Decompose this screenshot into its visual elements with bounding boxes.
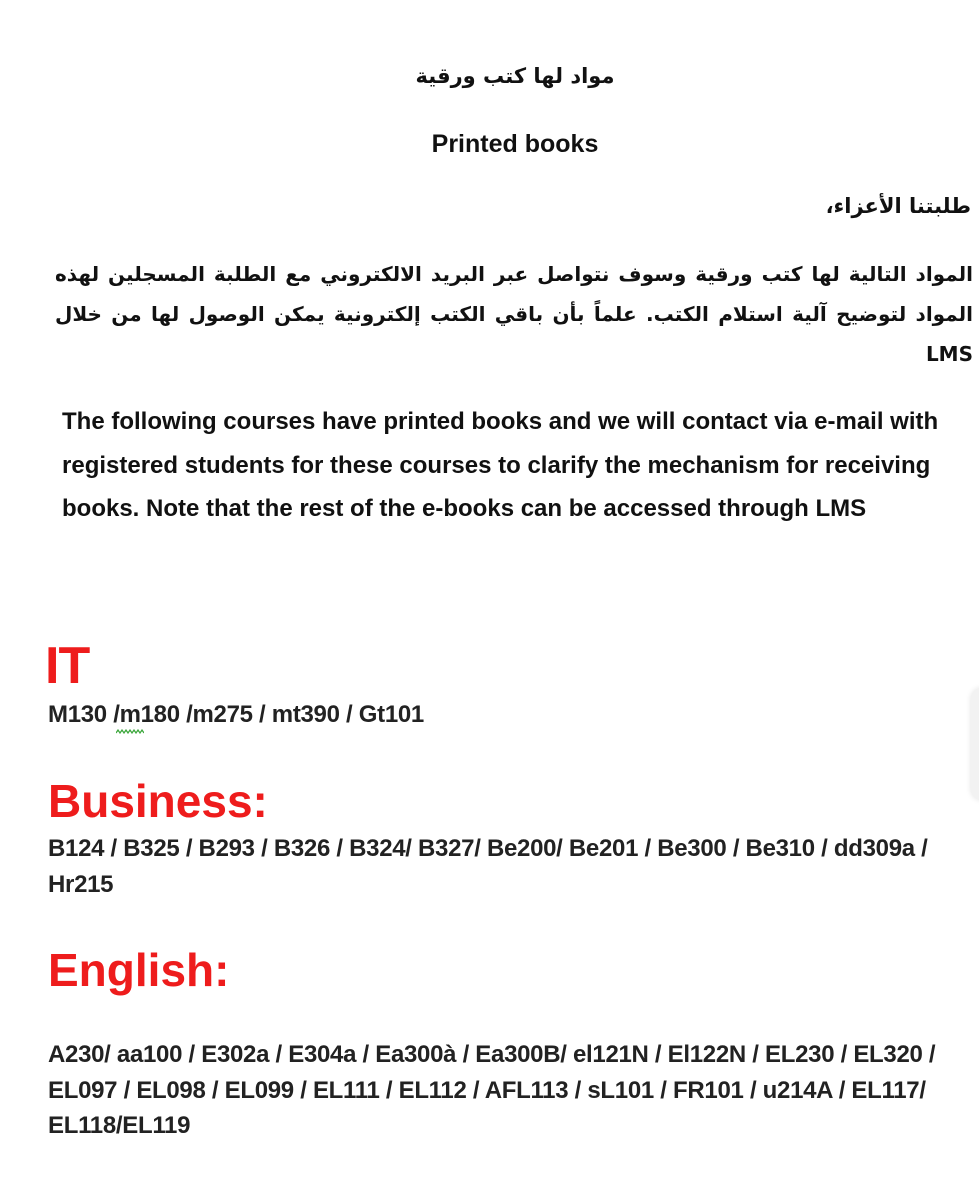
english-department-heading: English: (48, 944, 230, 996)
it-course-list: M130 /m180 /m275 / mt390 / Gt101 (48, 701, 424, 728)
intro-paragraph-english: The following courses have printed books and we will contact via e-mail with registered students for these courses to clarify the mechanism for receiving books. Note that the rest of the e-books can be accessed through LMS (62, 408, 939, 522)
scroll-edge-handle[interactable] (971, 688, 979, 800)
english-course-list: A230/ aa100 / E302a / E304a / Ea300à / Ea300B/ el121N / El122N / EL230 / EL320 / EL097 / EL098 / EL099 / EL111 / EL112 / AFL113 / sL101 / FR101 / u214A / EL117/ EL118/EL119 (48, 1041, 936, 1139)
it-department-heading: IT (45, 637, 90, 695)
spellcheck-squiggle (116, 729, 144, 734)
intro-paragraph-arabic: المواد التالية لها كتب ورقية وسوف نتواصل عبر البريد الالكتروني مع الطلبة المسجلين لهذه المواد لتوضيح آلية استلام الكتب. علماً بأن باقي الكتب إلكترونية يمكن الوصول لها من خلال LMS (55, 262, 973, 366)
page-title-english: Printed books (431, 130, 599, 158)
business-course-list: B124 / B325 / B293 / B326 / B324/ B327/ Be200/ Be201 / Be300 / Be310 / dd309a / Hr215 (48, 835, 928, 898)
page-title-arabic: مواد لها كتب ورقية (415, 64, 615, 88)
greeting-arabic: طلبتنا الأعزاء، (825, 194, 971, 218)
business-department-heading: Business: (48, 775, 268, 827)
